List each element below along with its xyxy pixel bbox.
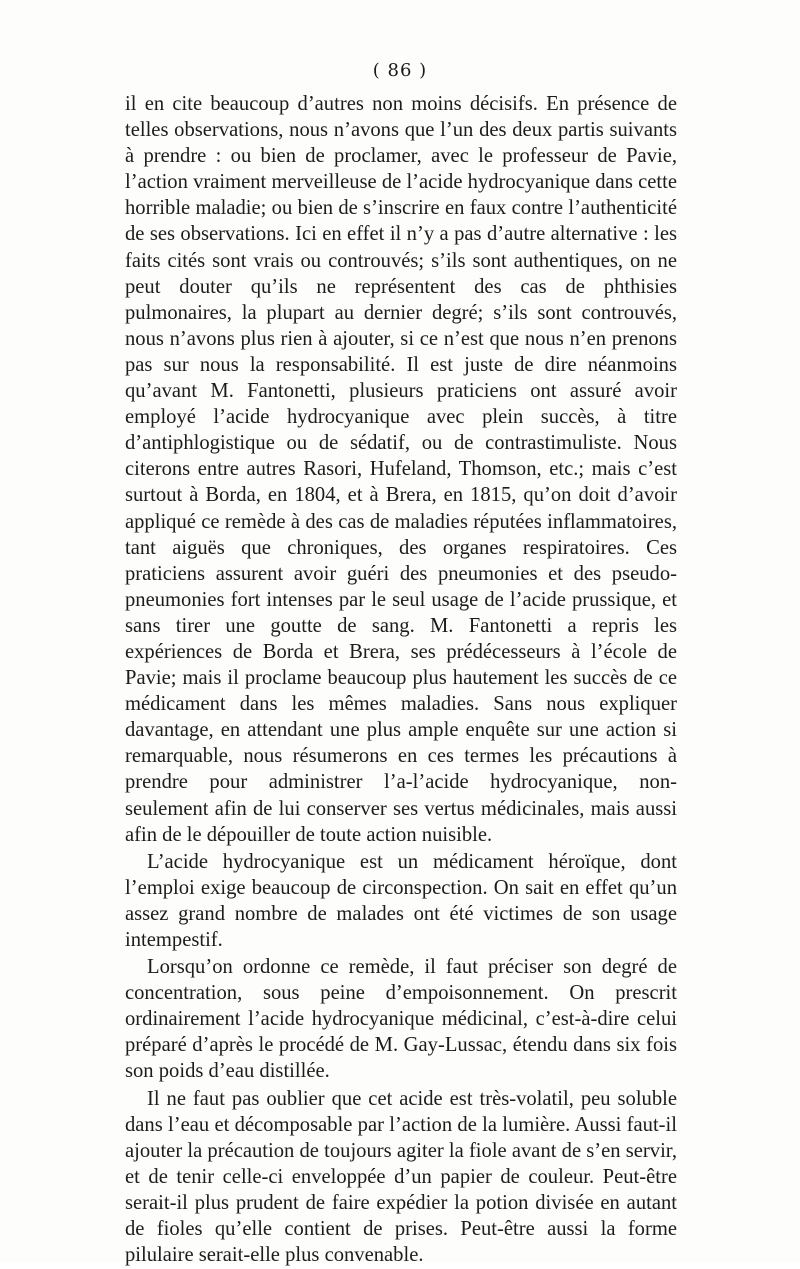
paragraph-2: L’acide hydrocyanique est un médicament héroïque, dont l’emploi exige beaucoup de circonspection. On sait en effet qu’un assez grand nombre de malades ont été victimes de son usage intempestif.: [125, 850, 677, 951]
page-number: ( 86 ): [372, 60, 428, 81]
paragraph-3: Lorsqu’on ordonne ce remède, il faut préciser son degré de concentration, sous peine d’empoisonnement. On prescrit ordinairement l’acide hydrocyanique médicinal, c’est-à-dire celui préparé d’après le procédé de M. Gay-Lussac, étendu dans six fois son poids d’eau distillée.: [125, 956, 677, 1083]
paragraph-4: Il ne faut pas oublier que cet acide est très-volatil, peu soluble dans l’eau et décomposable par l’action de la lumière. Aussi faut-il ajouter la précaution de toujours agiter la fiole avant de s’en servir, et de tenir celle-ci enveloppée d’un papier de couleur. Peut-être serait-il plus prudent de faire expédier la potion divisée en autant de fioles qu’elle contient de prises. Peut-être aussi la forme pilulaire serait-elle plus convenable.: [125, 1087, 677, 1267]
body-text: [125, 91, 677, 1269]
paragraph-1: il en cite beaucoup d’autres non moins décisifs. En présence de telles observations, nous n’avons que l’un des deux partis suivants à prendre : ou bien de proclamer, avec le professeur de Pavie, l’action vraiment merveilleuse de l’acide hydrocyanique dans cette horrible maladie; ou bien de s’inscrire en faux contre l’authenticité de ses observations. Ici en effet il n’y a pas d’autre alternative : les faits cités sont vrais ou controuvés; s’ils sont authentiques, on ne peut douter qu’ils ne représentent des cas de phthisies pulmonaires, la plupart au dernier degré; s’ils sont controuvés, nous n’avons plus rien à ajouter, si ce n’est que nous n’en prenons pas sur nous la responsabilité. Il est juste de dire néanmoins qu’avant M. Fantonetti, plusieurs praticiens ont assuré avoir employé l’acide hydrocyanique avec plein succès, à titre d’antiphlogistique ou de sédatif, ou de contrastimuliste. Nous citerons entre autres Rasori, Hufeland, Thomson, etc.; mais c’est surtout à Borda, en 1804, et à Brera, en 1815, qu’on doit d’avoir appliqué ce remède à des cas de maladies réputées inflammatoires, tant aiguës que chroniques, des organes respiratoires. Ces praticiens assurent avoir guéri des pneumonies et des pseudo-pneumonies fort intenses par le seul usage de l’acide prussique, et sans tirer une goutte de sang. M. Fantonetti a repris les expériences de Borda et Brera, ses prédécesseurs à l’école de Pavie; mais il proclame beaucoup plus hautement les succès de ce médicament dans les mêmes maladies. Sans nous expliquer davantage, en attendant une plus ample enquête sur une action si remarquable, nous résumerons en ces termes les précautions à prendre pour administrer l’a-l’acide hydrocyanique, non-seulement afin de lui conserver ses vertus médicinales, mais aussi afin de le dépouiller de toute action nuisible.: [125, 93, 677, 846]
